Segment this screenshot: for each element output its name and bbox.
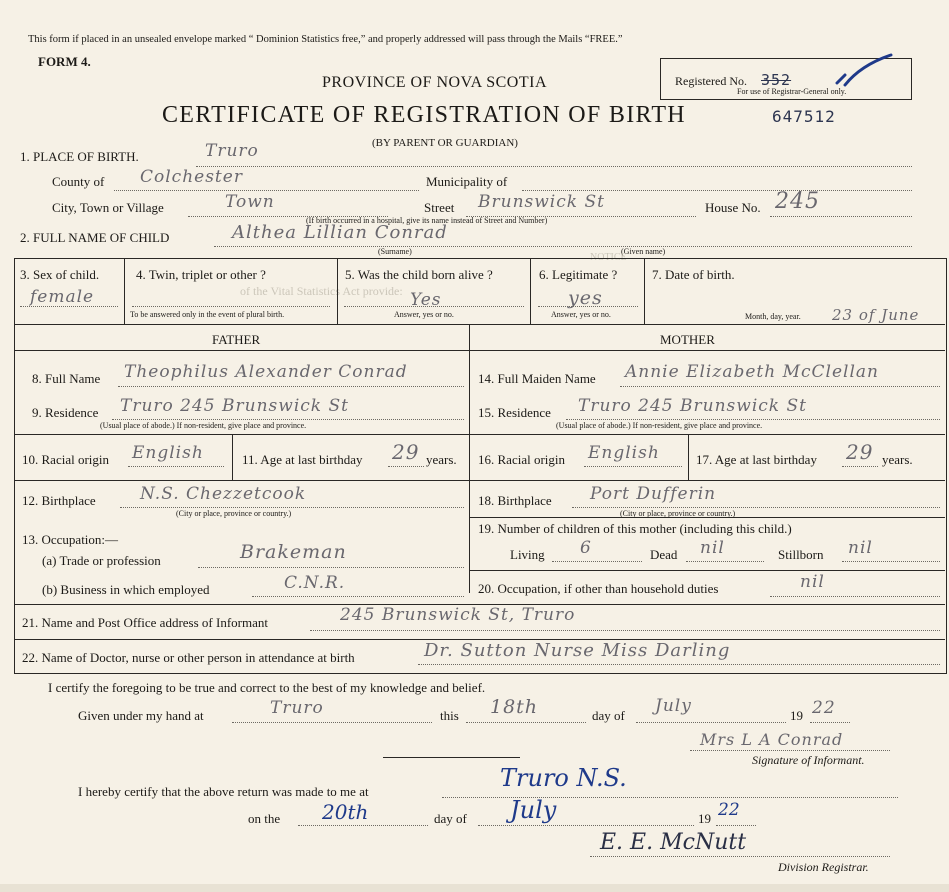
father-age-years: years. [426, 452, 457, 467]
father-name-label: 8. Full Name [32, 371, 101, 386]
city-value: Town [225, 192, 275, 212]
twin-note: To be answered only in the event of plural birth. [130, 310, 285, 319]
given-label: Given under my hand at [78, 708, 204, 723]
certificate-title: CERTIFICATE OF REGISTRATION OF BIRTH [162, 102, 686, 128]
registrar-day: 20th [322, 800, 369, 824]
dob-value: 23 of June [832, 306, 920, 324]
mother-racial-label: 16. Racial origin [478, 452, 566, 467]
mother-occupation-label: 20. Occupation, if other than household duties [478, 581, 719, 596]
page-bottom-edge [0, 884, 949, 892]
registrar-month: July [510, 796, 557, 824]
registered-note: For use of Registrar-General only. [737, 87, 847, 96]
father-age-label: 11. Age at last birthday [242, 452, 363, 467]
dob-note: Month, day, year. [745, 312, 801, 321]
father-business-label: (b) Business in which employed [42, 582, 210, 597]
doctor-label: 22. Name of Doctor, nurse or other person in attendance at birth [22, 650, 355, 665]
given-place: Truro [270, 698, 324, 718]
father-residence-value: Truro 245 Brunswick St [120, 396, 349, 416]
mother-residence-label: 15. Residence [478, 405, 551, 420]
father-birthplace-label: 12. Birthplace [22, 493, 96, 508]
legitimate-label: 6. Legitimate ? [539, 267, 618, 282]
street-value: Brunswick St [478, 192, 605, 212]
house-value: 245 [775, 189, 820, 214]
registered-box [660, 58, 912, 100]
given-year: 22 [812, 698, 836, 718]
stillborn-label: Stillborn [778, 547, 824, 562]
checkmark-icon [831, 51, 901, 91]
informant-signature: Mrs L A Conrad [700, 730, 844, 749]
mother-birthplace-note: (City or place, province or country.) [620, 509, 736, 518]
dead-value: nil [700, 538, 725, 558]
born-alive-note: Answer, yes or no. [394, 310, 454, 319]
given-name-note: (Given name) [621, 247, 666, 256]
certify-text: I certify the foregoing to be true and correct to the best of my knowledge and belief. [48, 680, 486, 695]
given-month: July [655, 696, 692, 716]
father-header: FATHER [212, 332, 261, 347]
father-racial-label: 10. Racial origin [22, 452, 110, 467]
certificate-subtitle: (BY PARENT OR GUARDIAN) [372, 137, 518, 149]
living-value: 6 [580, 538, 592, 558]
this-label: this [440, 708, 459, 723]
registrar-signature: E. E. McNutt [600, 830, 747, 855]
born-alive-label: 5. Was the child born alive ? [345, 267, 493, 282]
day-of-label: day of [592, 708, 625, 723]
born-alive-value: Yes [410, 290, 442, 310]
living-label: Living [510, 547, 545, 562]
street-label: Street [424, 200, 455, 215]
mother-residence-value: Truro 245 Brunswick St [578, 396, 807, 416]
registered-label: Registered No. [675, 74, 747, 88]
child-name-value: Althea Lillian Conrad [232, 222, 448, 243]
informant-signature-label: Signature of Informant. [752, 753, 865, 767]
father-name-value: Theophilus Alexander Conrad [124, 362, 408, 382]
registrar-day-of-label: day of [434, 811, 467, 826]
mother-children-label: 19. Number of children of this mother (including this child.) [478, 521, 792, 536]
mother-header: MOTHER [660, 332, 715, 347]
dead-label: Dead [650, 547, 678, 562]
legitimate-note: Answer, yes or no. [551, 310, 611, 319]
registrar-year-prefix: 19 [698, 811, 711, 826]
mother-age-years: years. [882, 452, 913, 467]
province-heading: PROVINCE OF NOVA SCOTIA [322, 74, 548, 91]
house-label: House No. [705, 200, 761, 215]
stillborn-value: nil [848, 538, 873, 558]
father-trade-value: Brakeman [240, 541, 347, 563]
father-trade-label: (a) Trade or profession [42, 553, 161, 568]
sex-label: 3. Sex of child. [20, 267, 100, 282]
informant-label: 21. Name and Post Office address of Informant [22, 615, 268, 630]
dob-label: 7. Date of birth. [652, 267, 735, 282]
informant-value: 245 Brunswick St, Truro [340, 605, 576, 625]
father-residence-label: 9. Residence [32, 405, 99, 420]
birth-certificate: This form if placed in an unsealed envelope marked “ Dominion Statistics free,” and properly addressed will pass through the Mails “FREE.” FORM 4. PROVINCE OF NOVA SCOTIA CERTIFICATE OF REGISTRATION OF BIRTH 647512 (BY PARENT OR GUARDIAN) Registered No. 352 For use of Registrar-General only. 1. PLACE OF BIRTH. Truro County of Colchester Municipality of City, Town or Village Town Street Brunswick St House No. 245 (If birth occurred in a hospital, give its name instead of Street and Number) 2. FULL NAME OF CHILD Althea Lillian Conrad (Surname) (Given name) NOTICE of the Vital Statistics Act provide: 3. Sex of child. female 4. Twin, triplet or other ? To be answered only in the event of plural birth. 5. Was the child born alive ? Yes Answer, yes or no. 6. Legitimate ? yes Answer, yes or no. 7. Date of birth. Month, day, year. 23 of June FATHER MOTHER 8. Full Name Theophilus Alexander Conrad 9. Residence Truro 245 Brunswick St (Usual place of abode.) If non-resident, give place and province. 10. Racial origin English 11. Age at last birthday 29 years. 12. Birthplace N.S. Chezzetcook (City or place, province or country.) 13. Occupation:— (a) Trade or profession Brakeman (b) Business in which employed C.N.R. 14. Full Maiden Name Annie Elizabeth McClellan 15. Residence Truro 245 Brunswick St (Usual place of abode.) If non-resident, give place and province. 16. Racial origin English 17. Age at last birthday 29 years. 18. Birthplace Port Dufferin (City or place, province or country.) 19. Number of children of this mother (including this child.) Living 6 Dead nil Stillborn nil 20. Occupation, if other than household duties nil 21. Name and Post Office address of Informant 245 Brunswick St, Truro 22. Name of Doctor, nurse or other person in attendance at birth Dr. Sutton Nurse Miss Darling I certify the foregoing to be true and correct to the best of my knowledge and belief. Given under my hand at Truro this 18th day of July 19 22 Mrs L A Conrad Signature of Informant. I hereby certify that the above return was made to me at Truro N.S. on the 20th day of July 19 22 E. E. McNutt Division Registrar. [0, 0, 949, 892]
stamped-number: 647512 [772, 107, 836, 126]
given-day: 18th [490, 696, 539, 718]
mother-age-label: 17. Age at last birthday [696, 452, 817, 467]
father-birthplace-value: N.S. Chezzetcook [140, 484, 307, 504]
given-year-prefix: 19 [790, 708, 803, 723]
father-occupation-label: 13. Occupation:— [22, 532, 119, 547]
sex-value: female [30, 287, 95, 307]
registrar-place: Truro N.S. [500, 764, 627, 792]
mother-birthplace-label: 18. Birthplace [478, 493, 552, 508]
county-value: Colchester [140, 167, 243, 187]
surname-note: (Surname) [378, 247, 412, 256]
city-label: City, Town or Village [52, 200, 164, 215]
municipality-label: Municipality of [426, 174, 508, 189]
twin-label: 4. Twin, triplet or other ? [136, 267, 266, 282]
child-name-label: 2. FULL NAME OF CHILD [20, 230, 170, 245]
registrar-label: Division Registrar. [778, 860, 869, 874]
mother-age-value: 29 [846, 440, 874, 464]
father-age-value: 29 [392, 440, 420, 464]
registrar-text: I hereby certify that the above return was made to me at [78, 784, 369, 799]
mother-name-value: Annie Elizabeth McClellan [625, 362, 879, 382]
place-of-birth-value: Truro [205, 141, 259, 161]
father-residence-note: (Usual place of abode.) If non-resident, give place and province. [100, 421, 307, 430]
registered-number: 352 [761, 71, 792, 89]
place-of-birth-label: 1. PLACE OF BIRTH. [20, 149, 139, 164]
mailing-note: This form if placed in an unsealed envelope marked “ Dominion Statistics free,” and properly addressed will pass through the Mails “FREE.” [28, 34, 623, 45]
registrar-on-label: on the [248, 811, 281, 826]
county-label: County of [52, 174, 105, 189]
mother-birthplace-value: Port Dufferin [590, 484, 717, 504]
registrar-year: 22 [718, 800, 740, 820]
form-label: FORM 4. [38, 54, 91, 69]
mother-racial-value: English [588, 443, 660, 463]
father-business-value: C.N.R. [284, 573, 346, 593]
doctor-value: Dr. Sutton Nurse Miss Darling [424, 640, 731, 661]
father-racial-value: English [132, 443, 204, 463]
mother-residence-note: (Usual place of abode.) If non-resident, give place and province. [556, 421, 763, 430]
hospital-note: (If birth occurred in a hospital, give its name instead of Street and Number) [306, 216, 548, 225]
mother-name-label: 14. Full Maiden Name [478, 371, 596, 386]
legitimate-value: yes [568, 287, 603, 309]
father-birthplace-note: (City or place, province or country.) [176, 509, 292, 518]
mother-occupation-value: nil [800, 572, 825, 592]
